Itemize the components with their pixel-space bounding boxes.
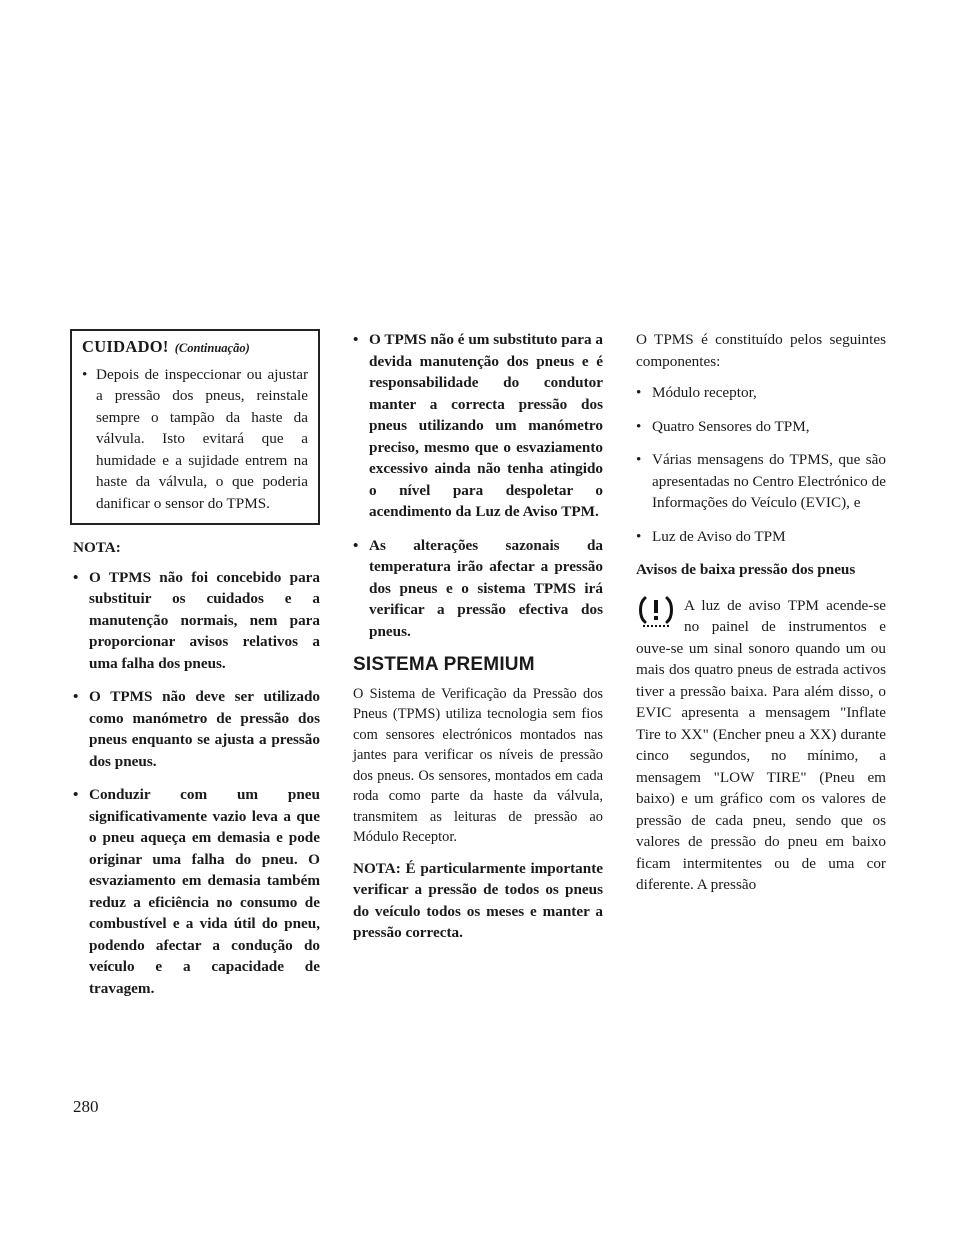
- caution-list: [82, 364, 308, 515]
- premium-intro: O Sistema de Verificação da Pressão dos Pneus (TPMS) utiliza tecnologia sem fios com sensores electrónicos montados nas jantes para verificar os níveis de pressão dos pneus. Os sensores, montados em cada roda como parte da haste da válvula, transmitem as leituras de pressão ao Módulo Receptor.: [353, 685, 603, 845]
- premium-note: NOTA: É particularmente importante verificar a pressão de todos os pneus do veículo todos os meses e manter a pressão correcta.: [353, 859, 603, 941]
- caution-header: [82, 336, 308, 360]
- note-item: • O TPMS não é um substituto para a devida manutenção dos pneus e é responsabilidade do condutor manter a correcta pressão dos pneus utilizando um manómetro preciso, mesmo que o esvaziamento excessivo ainda não tenha atingido o nível para despoletar o acendimento da Luz de Aviso TPM.: [353, 329, 603, 523]
- note-item: • O TPMS não foi concebido para substituir os cuidados e a manutenção normais, nem para proporcionar avisos relativos a uma falha dos pneus.: [73, 567, 320, 675]
- component-item: • Quatro Sensores do TPM,: [636, 416, 886, 438]
- column-right: [636, 329, 886, 896]
- component-item: • Módulo receptor,: [636, 382, 886, 404]
- component-item: • Luz de Aviso do TPM: [636, 526, 886, 548]
- note-list: [73, 567, 320, 1000]
- low-pressure-text: A luz de aviso TPM acende-se no painel de instrumentos e ouve-se um sinal sonoro quando um ou mais dos quatro pneus de estrada activos tiver a pressão baixa. Para além disso, o EVIC apresenta a mensagem "Inflate Tire to XX" (Encher pneu a XX) durante cinco segundos, no mínimo, a mensagem "LOW TIRE" (Pneu em baixo) e um gráfico com os valores de pressão de cada pneu, sendo que os valores de pressão do pneu em baixo ficam intermitentes ou de uma cor diferente. A pressão: [636, 596, 886, 893]
- caution-item: • Depois de inspeccionar ou ajustar a pressão dos pneus, reinstale sempre o tampão da haste da válvula. Isto evitará que a humidade e a sujidade entrem na haste da válvula, o que poderia danificar o sensor do TPMS.: [82, 364, 308, 515]
- column-left: [73, 329, 320, 1011]
- caution-box: [70, 329, 320, 525]
- low-pressure-block: [636, 595, 886, 896]
- note-label: NOTA:: [73, 539, 121, 556]
- column-middle: [353, 329, 603, 954]
- note-item: • As alterações sazonais da temperatura irão afectar a pressão dos pneus e o sistema TPMS irá verificar a pressão efectiva dos pneus.: [353, 535, 603, 643]
- components-list: [636, 382, 886, 547]
- section-title-premium: SISTEMA PREMIUM: [353, 654, 535, 675]
- note-item: • O TPMS não deve ser utilizado como manómetro de pressão dos pneus enquanto se ajusta a pressão dos pneus.: [73, 686, 320, 772]
- note-item: • Conduzir com um pneu significativamente vazio leva a que o pneu aqueça em demasia e pode originar uma falha do pneu. O esvaziamento em demasia também reduz a eficiência no consumo de combustível e a vida útil do pneu, podendo afectar a condução do veículo e a capacidade de travagem.: [73, 784, 320, 999]
- tire-pressure-warning-icon: [636, 595, 676, 629]
- note-list-continued: [353, 329, 603, 642]
- components-intro: O TPMS é constituído pelos seguintes componentes:: [636, 331, 886, 370]
- component-item: • Várias mensagens do TPMS, que são apresentadas no Centro Electrónico de Informações do Veículo (EVIC), e: [636, 449, 886, 514]
- caution-continued: (Continuação): [174, 341, 250, 355]
- page-number: 280: [73, 1097, 99, 1116]
- caution-title: CUIDADO!: [82, 337, 169, 356]
- low-pressure-title: Avisos de baixa pressão dos pneus: [636, 561, 856, 578]
